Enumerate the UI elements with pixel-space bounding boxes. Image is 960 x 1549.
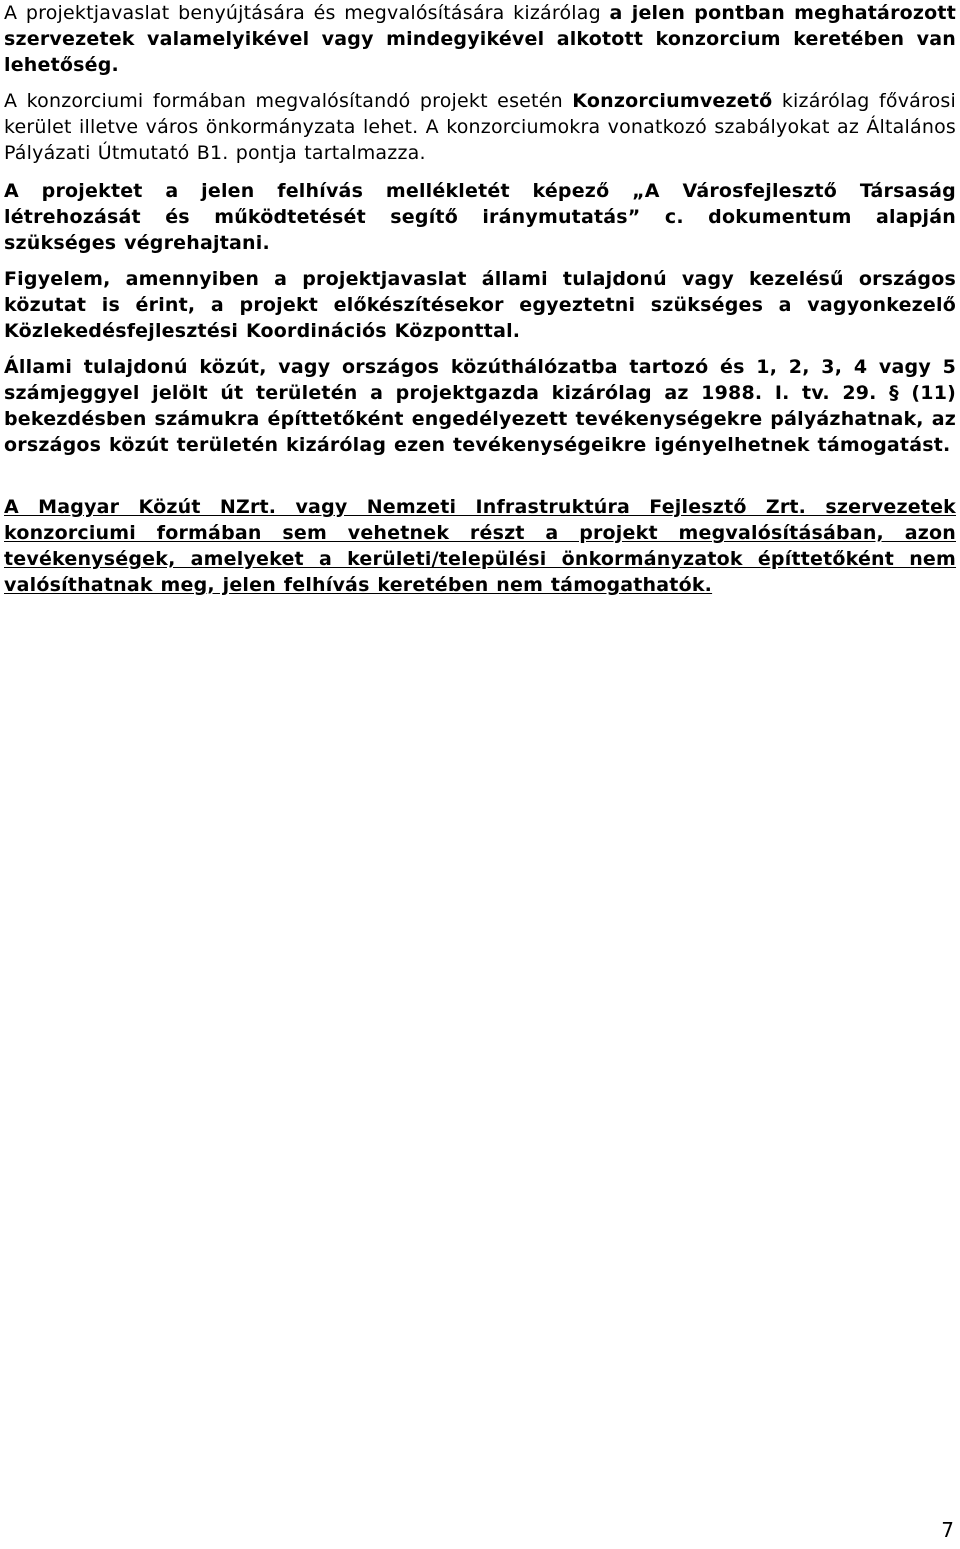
- paragraph-consortium-leader: [4, 88, 956, 166]
- paragraph-guideline-document: [4, 178, 956, 256]
- paragraph-consortium-eligibility: [4, 0, 956, 78]
- paragraph-road-warning: [4, 266, 956, 344]
- underlined-text: A Magyar Közút NZrt. vagy Nemzeti Infrastruktúra Fejlesztő Zrt. szervezetek konzorciumi formában sem vehetnek részt a projekt megvalósításában, azon tevékenységek, amelyeket a kerületi/települési önkormányzatok építtetőként nem valósíthatnak meg, jelen felhívás keretében nem támogathatók.: [4, 496, 956, 596]
- bold-text: [4, 496, 956, 596]
- bold-text: Figyelem, amennyiben a projektjavaslat állami tulajdonú vagy kezelésű országos közutat is érint, a projekt előkészítésekor egyeztetni szükséges a vagyonkezelő Közlekedésfejlesztési Koordinációs Központtal.: [4, 268, 956, 342]
- bold-text: a jelen pontban meghatározott szervezetek valamelyikével vagy mindegyikével alkotott konzorcium keretében van lehetőség.: [4, 2, 956, 76]
- page-number: 7: [941, 1518, 954, 1542]
- paragraph-road-operators: [4, 494, 956, 598]
- bold-text: Konzorciumvezető: [572, 90, 773, 112]
- bold-text: Állami tulajdonú közút, vagy országos közúthálózatba tartozó és 1, 2, 3, 4 vagy 5 számjeggyel jelölt út területén a projektgazda kizárólag az 1988. I. tv. 29. § (11) bekezdésben számukra építtetőként engedélyezett tevékenységekre pályázhatnak, az országos közút területén kizárólag ezen tevékenységeikre igényelhetnek támogatást.: [4, 356, 956, 456]
- paragraph-text: kizárólag fővárosi kerület illetve város önkormányzata lehet. A konzorciumokra vonatkozó szabályokat az Általános Pályázati Útmutató B1. pontja tartalmazza.: [4, 90, 956, 164]
- paragraph-state-road-rules: [4, 354, 956, 458]
- paragraph-text: A projektjavaslat benyújtására és megvalósítására kizárólag: [4, 2, 610, 24]
- bold-text: A projektet a jelen felhívás mellékletét képező „A Városfejlesztő Társaság létrehozását és működtetését segítő iránymutatás” c. dokumentum alapján szükséges végrehajtani.: [4, 180, 956, 254]
- paragraph-text: A konzorciumi formában megvalósítandó projekt esetén: [4, 90, 573, 112]
